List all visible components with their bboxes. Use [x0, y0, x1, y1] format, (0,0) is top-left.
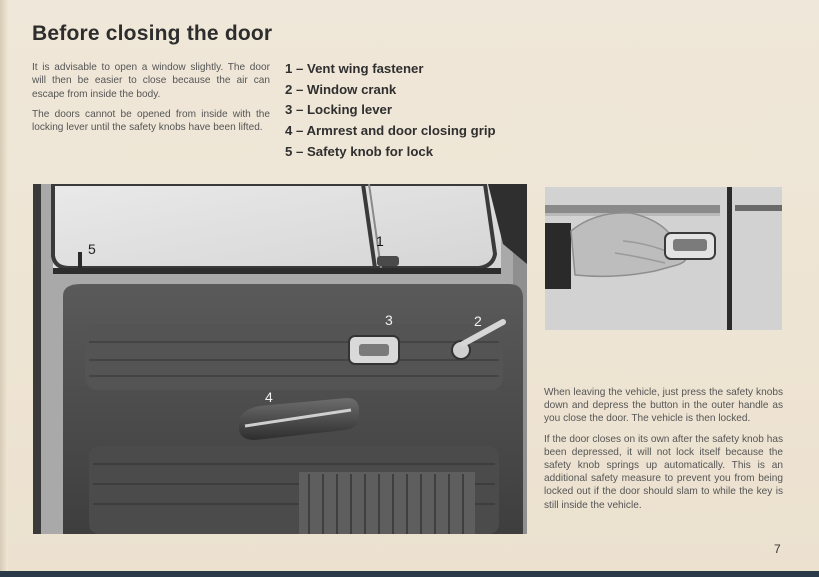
page-bottom-edge	[0, 571, 819, 577]
legend-item-2: 2 – Window crank	[285, 81, 397, 97]
legend-item-1: 1 – Vent wing fastener	[285, 61, 424, 76]
callout-3: 3	[385, 312, 393, 328]
locking-instructions	[544, 386, 783, 519]
page-number: 7	[774, 542, 781, 556]
legend-item-3: 3 – Locking lever	[285, 102, 393, 118]
page-title: Before closing the door	[32, 22, 273, 45]
callout-2: 2	[474, 313, 482, 329]
page-binding-edge	[0, 0, 8, 577]
body-paragraph-2: If the door closes on its own after the safety knob has been depressed, it will not lock itself because the safety knob springs up automatically. This is an additional safety measure to prevent you from being locked out if the door should slam to while the key is still inside the vehicle.	[544, 433, 783, 511]
legend-item-4: 4 – Armrest and door closing grip	[285, 123, 496, 139]
outer-handle-illustration	[545, 187, 782, 330]
intro-paragraph-2: The doors cannot be opened from inside with the locking lever until the safety knobs have been lifted.	[32, 108, 270, 134]
body-paragraph-1: When leaving the vehicle, just press the safety knobs down and depress the button in the outer handle as you close the door. The vehicle is then locked.	[544, 387, 783, 425]
callout-4: 4	[265, 389, 273, 405]
legend-item-5: 5 – Safety knob for lock	[285, 143, 434, 159]
callout-1: 1	[376, 233, 384, 249]
intro-paragraph-1: It is advisable to open a window slightly. The door will then be easier to close because the air can escape from inside the body.	[32, 62, 270, 100]
door-interior-photo	[33, 184, 527, 534]
door-interior-illustration	[33, 184, 527, 534]
callout-5: 5	[88, 241, 96, 257]
outer-handle-photo	[545, 187, 782, 330]
parts-legend	[285, 59, 496, 162]
intro-text	[32, 61, 270, 141]
